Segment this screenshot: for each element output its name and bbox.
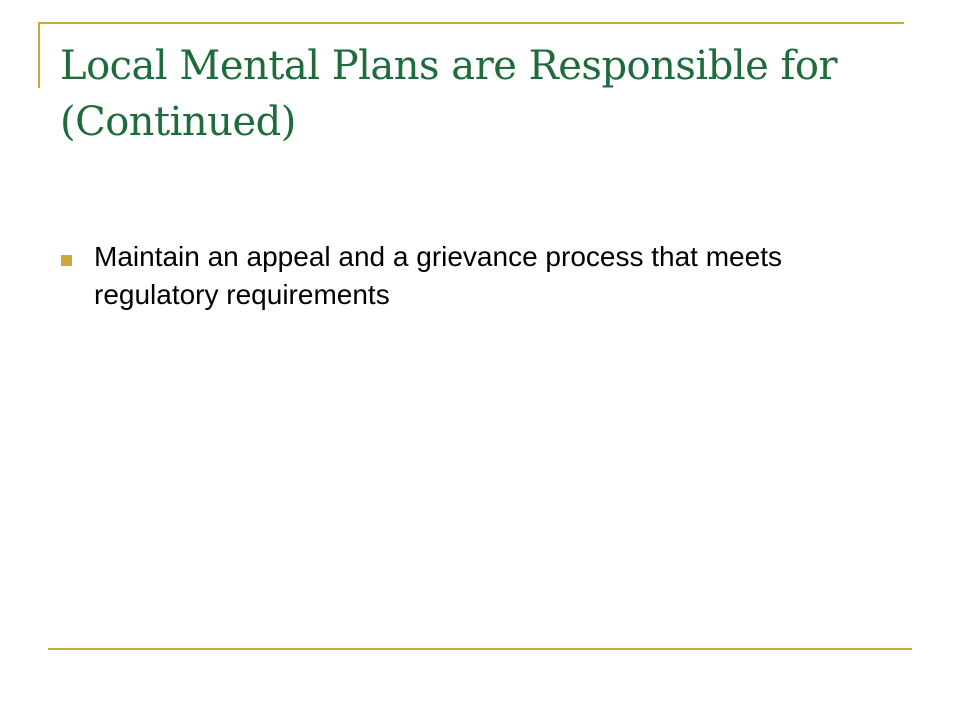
bottom-accent-rule	[48, 648, 912, 650]
bullet-list	[60, 238, 880, 314]
square-bullet-icon	[61, 255, 72, 266]
bullet-text: Maintain an appeal and a grievance process that meets regulatory requirements	[94, 241, 782, 310]
bullet-item	[60, 238, 880, 314]
left-accent-rule	[38, 22, 40, 88]
top-accent-rule	[38, 22, 904, 24]
slide-title: Local Mental Plans are Responsible for (Continued)	[60, 43, 838, 145]
